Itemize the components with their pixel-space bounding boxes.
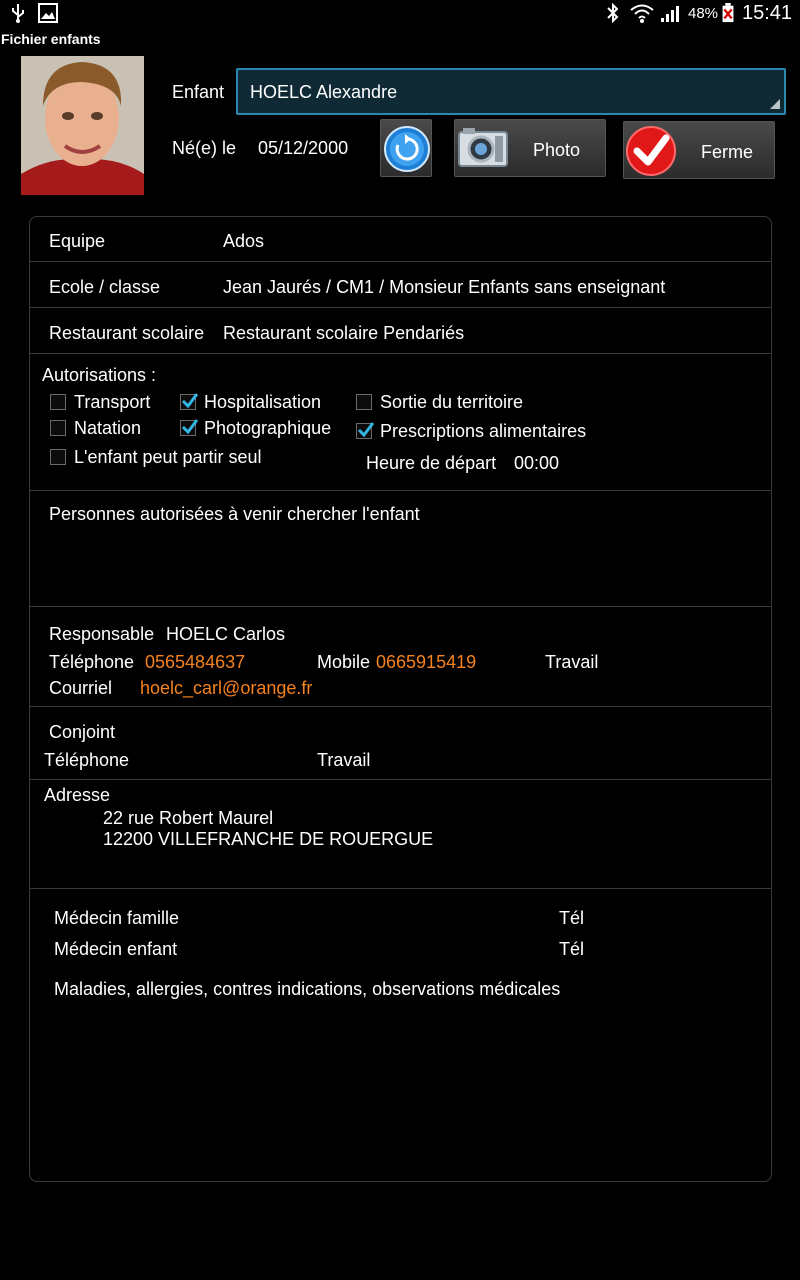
camera-icon [457, 124, 509, 172]
pickup-persons-title: Personnes autorisées à venir chercher l'enfant [49, 504, 420, 524]
dropdown-corner-icon [770, 99, 780, 109]
address-line2: 12200 VILLEFRANCHE DE ROUERGUE [103, 829, 434, 849]
team-value: Ados [223, 231, 265, 251]
refresh-icon [381, 120, 433, 178]
spouse-phone-label: Téléphone [44, 750, 130, 770]
checkbox-hospitalisation-label: Hospitalisation [204, 392, 322, 412]
child-label: Enfant [172, 82, 225, 102]
responsible-work-label: Travail [545, 652, 599, 672]
birth-date: 05/12/2000 [258, 138, 349, 158]
departure-label: Heure de départ [366, 453, 497, 473]
wifi-icon [630, 3, 654, 23]
photo-button[interactable] [454, 119, 606, 177]
battery-icon [721, 3, 735, 23]
child-name-field[interactable] [236, 68, 786, 115]
photo-button-label: Photo [533, 140, 581, 160]
usb-icon [10, 3, 26, 23]
checkbox-hospitalisation[interactable] [180, 394, 196, 410]
child-doctor-label: Médecin enfant [54, 939, 178, 959]
team-label: Equipe [49, 231, 106, 251]
canteen-value: Restaurant scolaire Pendariés [223, 323, 465, 343]
spouse-work-label: Travail [317, 750, 371, 770]
address-line1: 22 rue Robert Maurel [103, 808, 274, 828]
child-name-value: HOELC Alexandre [250, 82, 398, 102]
divider [30, 706, 771, 707]
divider [30, 261, 771, 262]
departure-time[interactable]: 00:00 [514, 453, 560, 473]
birth-label: Né(e) le [172, 138, 237, 158]
school-label: Ecole / classe [49, 277, 161, 297]
bluetooth-icon [606, 3, 620, 23]
checkbox-territory-exit[interactable] [356, 394, 372, 410]
child-photo[interactable] [21, 56, 144, 195]
responsible-name: HOELC Carlos [166, 624, 286, 644]
battery-percent: 48% [688, 5, 719, 22]
refresh-button[interactable] [380, 119, 432, 177]
checkbox-swimming[interactable] [50, 420, 66, 436]
image-icon [38, 3, 58, 23]
child-doctor-tel-label: Tél [559, 939, 585, 959]
responsible-email-label: Courriel [49, 678, 113, 698]
checkmark-icon [356, 419, 376, 439]
checkbox-photographic-label: Photographique [204, 418, 332, 438]
clock: 15:41 [742, 2, 793, 24]
checkbox-transport-label: Transport [74, 392, 151, 412]
status-bar [0, 0, 800, 26]
checkbox-food-prescriptions-label: Prescriptions alimentaires [380, 421, 587, 441]
family-doctor-tel-label: Tél [559, 908, 585, 928]
family-doctor-label: Médecin famille [54, 908, 180, 928]
checkbox-leave-alone[interactable] [50, 449, 66, 465]
divider [30, 606, 771, 607]
checkbox-photographic[interactable] [180, 420, 196, 436]
responsible-mobile[interactable]: 0665915419 [376, 652, 477, 672]
divider [30, 490, 771, 491]
checkmark-icon [180, 390, 200, 410]
close-button[interactable] [623, 121, 775, 179]
authorizations-title: Autorisations : [42, 365, 157, 385]
spouse-label: Conjoint [49, 722, 116, 742]
divider [30, 307, 771, 308]
responsible-phone[interactable]: 0565484637 [145, 652, 246, 672]
responsible-mobile-label: Mobile [317, 652, 371, 672]
divider [30, 779, 771, 780]
signal-icon [660, 3, 684, 23]
medical-notes-label: Maladies, allergies, contres indications, observations médicales [54, 979, 561, 999]
divider [30, 888, 771, 889]
checkbox-food-prescriptions[interactable] [356, 423, 372, 439]
check-red-icon [625, 125, 677, 177]
address-label: Adresse [44, 785, 111, 805]
app-title: Fichier enfants [1, 31, 101, 47]
close-button-label: Ferme [701, 142, 754, 162]
checkbox-swimming-label: Natation [74, 418, 142, 438]
checkbox-leave-alone-label: L'enfant peut partir seul [74, 447, 262, 467]
main-panel [29, 216, 772, 1182]
school-value: Jean Jaurés / CM1 / Monsieur Enfants sans enseignant [223, 277, 666, 297]
responsible-email[interactable]: hoelc_carl@orange.fr [140, 678, 313, 698]
checkbox-territory-exit-label: Sortie du territoire [380, 392, 524, 412]
checkbox-transport[interactable] [50, 394, 66, 410]
responsible-label: Responsable [49, 624, 155, 644]
canteen-label: Restaurant scolaire [49, 323, 205, 343]
divider [30, 353, 771, 354]
checkmark-icon [180, 416, 200, 436]
responsible-phone-label: Téléphone [49, 652, 135, 672]
